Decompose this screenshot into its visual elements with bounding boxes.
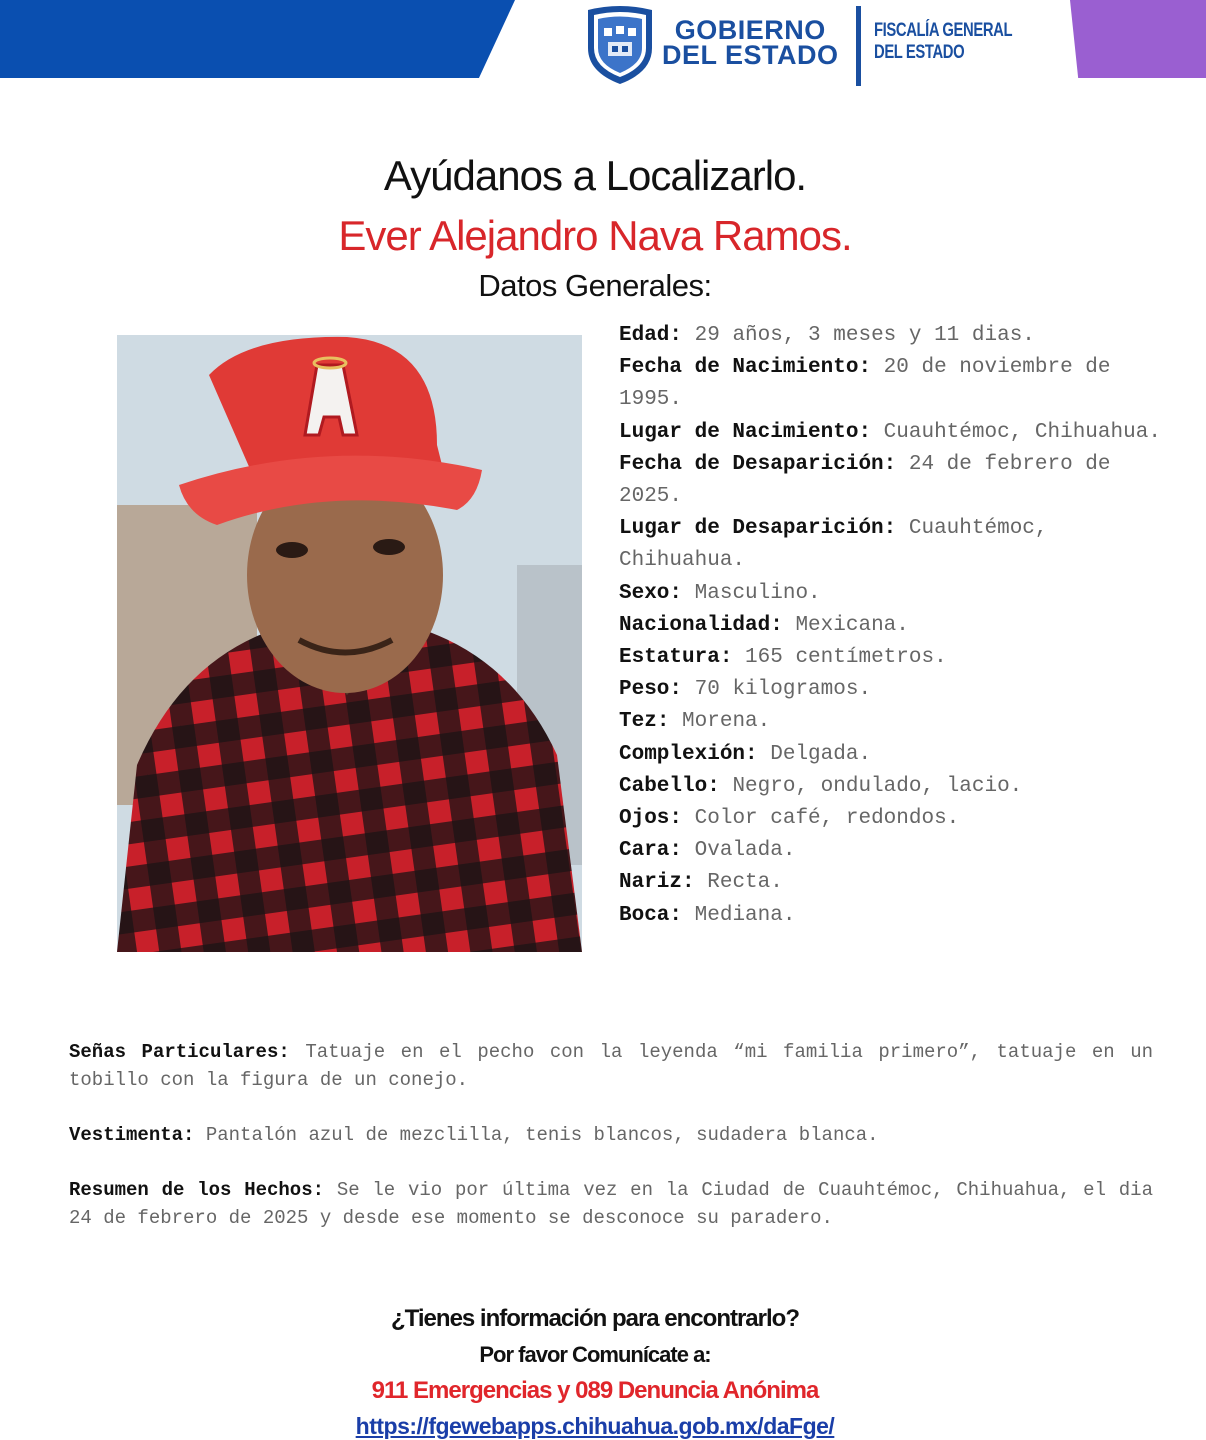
gobierno-logo-text: GOBIERNO DEL ESTADO: [662, 15, 839, 70]
detail-estatura: Estatura: 165 centímetros.: [619, 646, 947, 670]
person-photo: [117, 335, 582, 952]
detail-nacionalidad: Nacionalidad: Mexicana.: [619, 613, 909, 637]
detail-ojos: Ojos: Color café, redondos.: [619, 807, 960, 831]
vestimenta: Vestimenta: Pantalón azul de mezclilla, tenis blancos, sudadera blanca.: [69, 1124, 879, 1146]
detail-lugar-nacimiento: Lugar de Nacimiento: Cuauhtémoc, Chihuahua.: [619, 420, 1161, 444]
detail-cara: Cara: Ovalada.: [619, 839, 796, 863]
logo-divider: [856, 6, 861, 86]
contact-please: Por favor Comunícate a:: [479, 1342, 711, 1367]
resumen-hechos: Resumen de los Hechos: Se le vio por última vez en la Ciudad de Cuauhtémoc, Chihuahua, el dia 24 de febrero de 2025 y desde ese momento se desconoce su paradero.: [69, 1179, 1153, 1229]
detail-tez: Tez: Morena.: [619, 710, 771, 734]
fiscalia-logo-text: FISCALÍA GENERAL DEL ESTADO: [874, 20, 1013, 63]
contact-phones: 911 Emergencias y 089 Denuncia Anónima: [371, 1377, 819, 1404]
general-data-list: [619, 320, 1179, 932]
detail-fecha-desaparicion: Fecha de Desaparición: 24 de febrero de 2025.: [619, 452, 1111, 509]
person-name: Ever Alejandro Nava Ramos.: [338, 212, 852, 259]
page-title: Ayúdanos a Localizarlo.: [383, 152, 807, 199]
senas-particulares: Señas Particulares: Tatuaje en el pecho con la leyenda “mi familia primero”, tatuaje en un tobillo con la figura de un conejo.: [69, 1041, 1154, 1091]
contact-url-link[interactable]: https://fgewebapps.chihuahua.gob.mx/daFge/: [355, 1413, 835, 1439]
detail-cabello: Cabello: Negro, ondulado, lacio.: [619, 774, 1023, 798]
detail-sexo: Sexo: Masculino.: [619, 581, 821, 605]
section-subtitle: Datos Generales:: [478, 268, 712, 303]
detail-peso: Peso: 70 kilogramos.: [619, 678, 872, 702]
detail-complexion: Complexión: Delgada.: [619, 742, 872, 766]
detail-edad: Edad: 29 años, 3 meses y 11 dias.: [619, 324, 1035, 347]
state-shield-logo: [584, 4, 656, 86]
detail-boca: Boca: Mediana.: [619, 903, 796, 927]
contact-question: ¿Tienes información para encontrarlo?: [391, 1305, 799, 1332]
header-blue-band: [0, 0, 515, 78]
header-purple-band: [1070, 0, 1206, 78]
detail-lugar-desaparicion: Lugar de Desaparición: Cuauhtémoc, Chihuahua.: [619, 517, 1048, 573]
detail-nariz: Nariz: Recta.: [619, 871, 783, 895]
detail-fecha-nacimiento: Fecha de Nacimiento: 20 de noviembre de 1995.: [619, 356, 1111, 412]
